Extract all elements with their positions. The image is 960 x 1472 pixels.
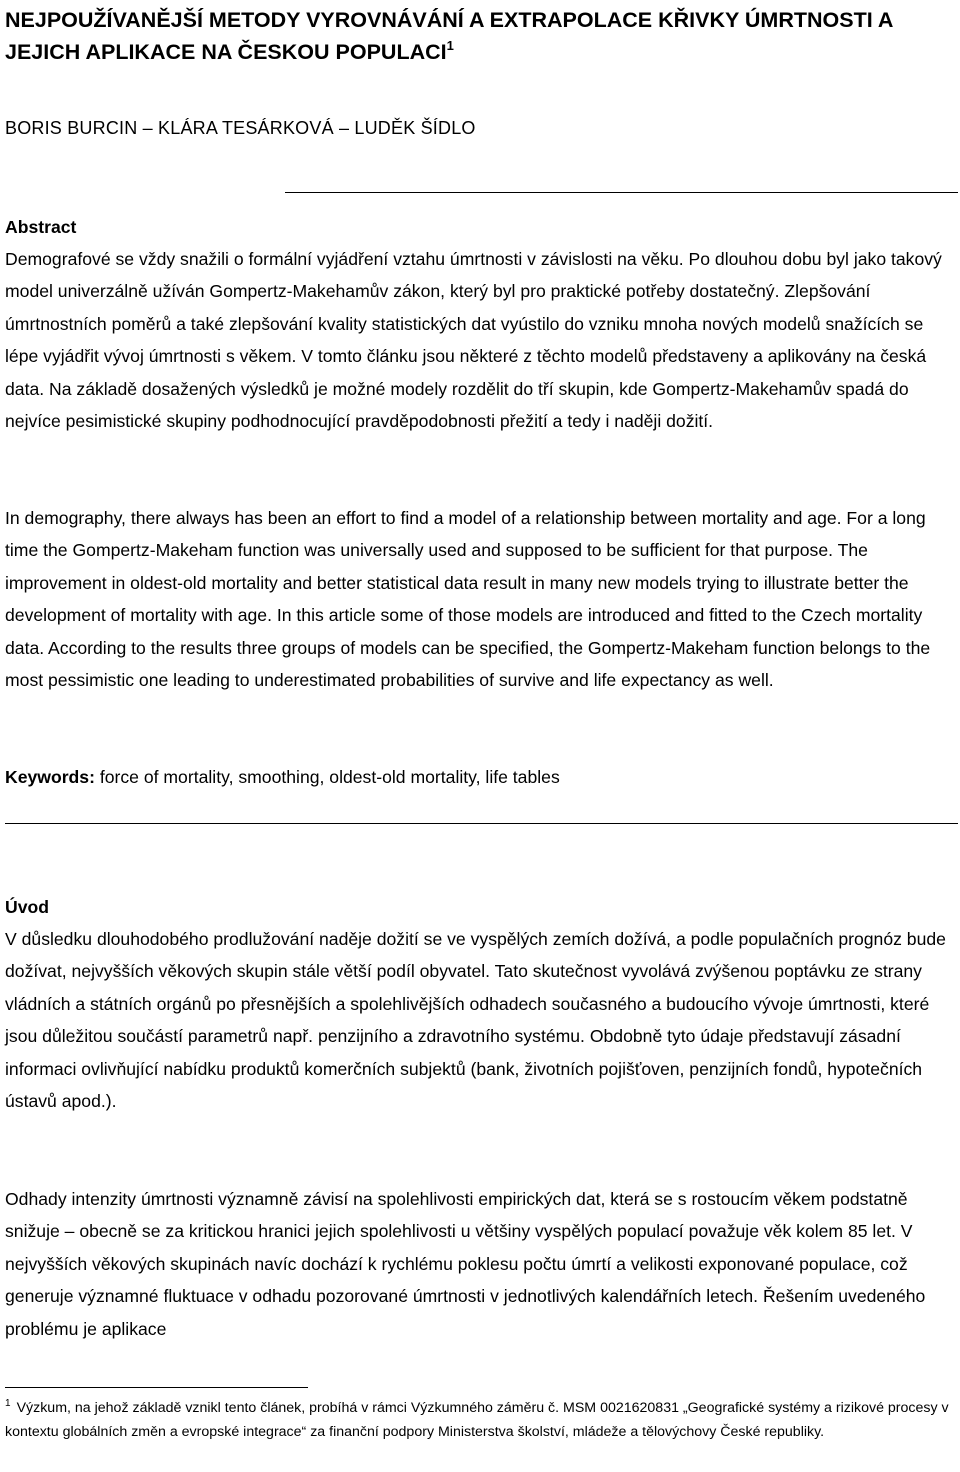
keywords-text: force of mortality, smoothing, oldest-old mortality, life tables <box>94 767 560 787</box>
header-divider <box>285 192 958 193</box>
intro-paragraph-2: Odhady intenzity úmrtnosti významně závisí na spolehlivosti empirických dat, která se s rostoucím věkem podstatně snižuje – obecně se za kritickou hranici jejich spolehlivosti u většiny vyspělých populací považuje věk kolem 85 let. V nejvyšších věkových skupinách navíc dochází k rychlému poklesu počtu úmrtí a velikosti exponované populace, což generuje významné fluktuace v odhadu pozorované úmrtnosti v jednotlivých kalendářních letech. Řešením uvedeného problému je aplikace <box>5 1189 926 1339</box>
abstract-divider <box>5 823 958 824</box>
footnote-mark: 1 <box>5 1398 11 1409</box>
footnote-divider <box>5 1387 308 1388</box>
paper-title <box>5 4 950 68</box>
abstract-english: In demography, there always has been an effort to find a model of a relationship between mortality and age. For a long time the Gompertz-Makeham function was universally used and supposed to be sufficient for that purpose. The improvement in oldest-old mortality and better statistical data result in many new models trying to illustrate better the development of mortality with age. In this article some of those models are introduced and fitted to the Czech mortality data. According to the results three groups of models can be specified, the Gompertz-Makeham function belongs to the most pessimistic one leading to underestimated probabilities of survive and life expectancy as well. <box>5 508 931 691</box>
intro-paragraph-1: V důsledku dlouhodobého prodlužování naděje dožití se ve vyspělých zemích dožívá, a podle populačních prognóz bude dožívat, nejvyšších věkových skupin stále větší podíl obyvatel. Tato skutečnost vyvolává zvýšenou poptávku ze strany vládních a státních orgánů po přesnějších a spolehlivějších odhadech současného a budoucího vývoje úmrtnosti, které jsou důležitou součástí parametrů např. penzijního a zdravotního systému. Obdobně tyto údaje představují zásadní informaci ovlivňující nabídku produktů komerčních subjektů (bank, životních pojišťoven, penzijních fondů, hypotečních ústavů apod.). <box>5 929 946 1112</box>
paper-title-text: NEJPOUŽÍVANĚJŠÍ METODY VYROVNÁVÁNÍ A EXTRAPOLACE KŘIVKY ÚMRTNOSTI A JEJICH APLIKACE NA ČESKOU POPULACI <box>5 8 893 64</box>
keywords-line <box>5 761 953 793</box>
footnote <box>5 1396 953 1445</box>
footnote-text: Výzkum, na jehož základě vznikl tento článek, probíhá v rámci Výzkumného záměru č. MSM 0021620831 „Geografické systémy a rizikové procesy v kontextu globálních změn a evropské integrace“ za finanční podpory Ministerstva školství, mládeže a tělovýchovy České republiky. <box>5 1400 949 1441</box>
abstract-heading: Abstract <box>5 217 77 237</box>
abstract-czech: Demografové se vždy snažili o formální vyjádření vztahu úmrtnosti v závislosti na věku. Po dlouhou dobu byl jako takový model univerzálně užíván Gompertz-Makehamův zákon, který byl pro praktické potřeby dostatečný. Zlepšování úmrtnostních poměrů a také zlepšování kvality statistických dat vyústilo do vzniku mnoha nových modelů snažících se lépe vyjádřit vývoj úmrtnosti s věkem. V tomto článku jsou některé z těchto modelů představeny a aplikovány na česká data. Na základě dosažených výsledků je možné modely rozdělit do tří skupin, kde Gompertz-Makehamův spadá do nejvíce pesimistické skupiny podhodnocující pravděpodobnosti přežití a tedy i naději dožití. <box>5 249 942 432</box>
title-footnote-mark: 1 <box>446 38 454 53</box>
intro-heading: Úvod <box>5 897 49 917</box>
keywords-label: Keywords: <box>5 767 95 787</box>
author-list: BORIS BURCIN – KLÁRA TESÁRKOVÁ – LUDĚK ŠÍDLO <box>5 118 476 138</box>
